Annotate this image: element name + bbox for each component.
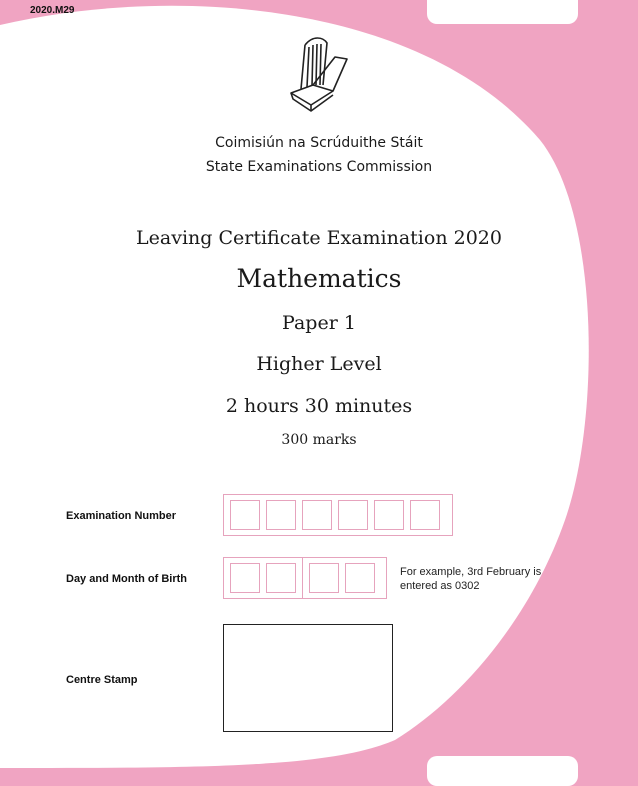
dob-label: Day and Month of Birth bbox=[66, 573, 187, 585]
subject-title: Mathematics bbox=[236, 264, 402, 293]
exam-title: Leaving Certificate Examination 2020 bbox=[136, 227, 502, 249]
exam-number-label: Examination Number bbox=[66, 510, 177, 522]
exam-number-boxes bbox=[223, 494, 453, 536]
dob-boxes bbox=[223, 557, 387, 599]
dob-example-text: For example, 3rd February is entered as 0302 bbox=[400, 566, 542, 592]
centre-stamp-label: Centre Stamp bbox=[66, 674, 138, 686]
exam-code: 2020.M29 bbox=[30, 5, 75, 16]
bottom-tab bbox=[427, 756, 578, 786]
commission-name-irish: Coimisiún na Scrúduithe Stáit bbox=[215, 135, 423, 151]
total-marks: 300 marks bbox=[281, 432, 357, 448]
dob-digit-box[interactable] bbox=[345, 563, 375, 593]
exam-number-digit-box[interactable] bbox=[266, 500, 296, 530]
paper-number: Paper 1 bbox=[282, 312, 356, 334]
commission-name-english: State Examinations Commission bbox=[205, 159, 433, 175]
exam-duration: 2 hours 30 minutes bbox=[225, 395, 413, 417]
dob-digit-box[interactable] bbox=[309, 563, 339, 593]
exam-number-digit-box[interactable] bbox=[302, 500, 332, 530]
harp-book-logo bbox=[283, 33, 353, 113]
dob-divider bbox=[302, 558, 303, 598]
top-tab bbox=[427, 0, 578, 24]
exam-number-digit-box[interactable] bbox=[374, 500, 404, 530]
dob-digit-box[interactable] bbox=[230, 563, 260, 593]
exam-number-digit-box[interactable] bbox=[230, 500, 260, 530]
exam-number-digit-box[interactable] bbox=[338, 500, 368, 530]
exam-number-digit-box[interactable] bbox=[410, 500, 440, 530]
dob-digit-box[interactable] bbox=[266, 563, 296, 593]
exam-level: Higher Level bbox=[256, 353, 382, 375]
centre-stamp-box bbox=[223, 624, 393, 732]
